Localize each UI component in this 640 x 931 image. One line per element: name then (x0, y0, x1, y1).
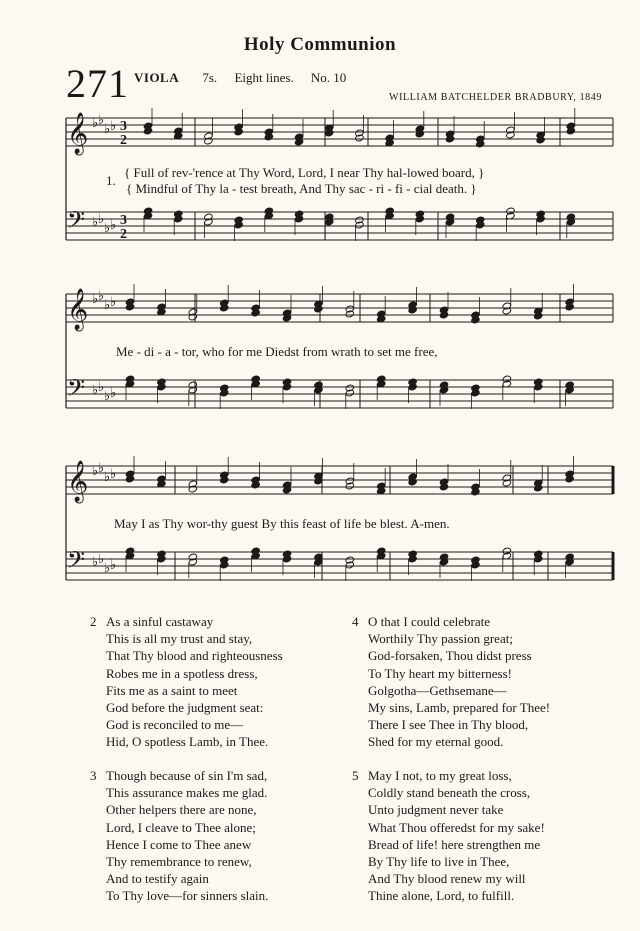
verse-line: To Thy heart my bitterness! (368, 665, 512, 681)
composer-credit: WILLIAM BATCHELDER BRADBURY, 1849 (389, 92, 602, 103)
verse-line: Hence I come to Thee anew (106, 836, 252, 852)
flat-icon: ♭ (92, 292, 99, 307)
verse-number-1: 1. (106, 173, 116, 188)
verse-line: Coldly stand beneath the cross, (368, 785, 531, 801)
flat-icon: ♭ (92, 464, 99, 479)
verse-line: Golgotha—Gethsemane— (368, 682, 507, 698)
verse-line: Shed for my eternal good. (368, 734, 504, 750)
flat-icon: ♭ (92, 116, 99, 131)
treble-clef-icon: 𝄞 (67, 113, 89, 154)
verse-3 (90, 767, 268, 905)
flat-icon: ♭ (92, 555, 99, 570)
flat-icon: ♭ (104, 298, 111, 313)
time-signature: 3 (120, 213, 127, 228)
verse-5 (352, 767, 545, 905)
flat-icon: ♭ (104, 470, 111, 485)
tune-reference: No. 10 (310, 70, 347, 85)
verse-line: As a sinful castaway (106, 614, 214, 629)
flat-icon: ♭ (110, 119, 117, 134)
verse-line: May I not, to my great loss, (368, 768, 512, 783)
flat-icon: ♭ (110, 295, 117, 310)
flat-icon: ♭ (98, 289, 105, 304)
verse-line: And Thy blood renew my will (368, 871, 526, 887)
time-signature: 2 (120, 227, 127, 242)
flat-icon: ♭ (98, 380, 105, 395)
flat-icon: ♭ (104, 389, 111, 404)
bass-clef-icon: 𝄢 (67, 374, 86, 407)
flat-icon: ♭ (92, 383, 99, 398)
verse-line: God before the judgment seat: (106, 700, 264, 716)
verse-line: Hid, O spotless Lamb, in Thee. (106, 734, 269, 750)
verse-line: Thy remembrance to renew, (106, 854, 252, 870)
verse-number: 3 (90, 768, 97, 783)
verse-number: 4 (352, 614, 359, 629)
verse-line: Lord, I cleave to Thee alone; (106, 819, 256, 835)
lyric-line: { Mindful of Thy la - test breath, And Thy sac - ri - fi - cial death. } (126, 181, 477, 196)
verse-line: By Thy life to live in Thee, (368, 854, 510, 870)
verse-line: What Thou offeredst for my sake! (368, 819, 545, 835)
verse-line: Robes me in a spotless dress, (106, 665, 258, 681)
verse-line: To Thy love—for sinners slain. (106, 888, 269, 904)
flat-icon: ♭ (98, 461, 105, 476)
flat-icon: ♭ (110, 467, 117, 482)
flat-icon: ♭ (104, 561, 111, 576)
flat-icon: ♭ (98, 113, 105, 128)
flat-icon: ♭ (98, 552, 105, 567)
verse-line: O that I could celebrate (368, 614, 490, 629)
verse-line: Bread of life! here strengthen me (368, 836, 541, 852)
verse-2 (90, 613, 283, 751)
section-title: Holy Communion (243, 34, 397, 55)
bass-clef-icon: 𝄢 (67, 206, 86, 239)
bass-clef-icon: 𝄢 (67, 546, 86, 579)
verse-number: 5 (352, 768, 359, 783)
hymn-number: 271 (66, 61, 129, 106)
flat-icon: ♭ (104, 221, 111, 236)
flat-icon: ♭ (104, 122, 111, 137)
treble-clef-icon: 𝄞 (67, 289, 89, 330)
time-signature: 2 (120, 133, 127, 148)
tune-name: VIOLA (134, 70, 180, 85)
flat-icon: ♭ (110, 218, 117, 233)
time-signature: 3 (120, 119, 127, 134)
verse-line: God is reconciled to me— (106, 717, 244, 733)
lyric-line: May I as Thy wor-thy guest By this feast of life be blest. A-men. (114, 516, 450, 531)
flat-icon: ♭ (110, 386, 117, 401)
verse-line: Unto judgment never take (368, 802, 504, 818)
verse-line: This is all my trust and stay, (106, 631, 253, 647)
verse-line: Thine alone, Lord, to fulfill. (368, 888, 515, 904)
flat-icon: ♭ (110, 558, 117, 573)
verse-line: There I see Thee in Thy blood, (368, 717, 529, 733)
flat-icon: ♭ (98, 212, 105, 227)
verse-line: And to testify again (106, 871, 209, 887)
lyric-line: Me - di - a - tor, who for me Diedst from wrath to set me free, (116, 344, 438, 359)
flat-icon: ♭ (92, 215, 99, 230)
lyric-line: { Full of rev-'rence at Thy Word, Lord, I near Thy hal-lowed board, } (124, 165, 485, 180)
verse-line: That Thy blood and righteousness (106, 648, 283, 664)
verse-line: Fits me as a saint to meet (106, 682, 238, 698)
verse-line: This assurance makes me glad. (106, 785, 268, 801)
verse-line: My sins, Lamb, prepared for Thee! (368, 700, 551, 716)
meter-note: Eight lines. (234, 70, 294, 85)
verse-line: Though because of sin I'm sad, (106, 768, 268, 783)
verse-number: 2 (90, 614, 97, 629)
meter: 7s. (202, 70, 218, 85)
verse-line: Other helpers there are none, (106, 802, 257, 818)
treble-clef-icon: 𝄞 (67, 461, 89, 502)
verse-line: God-forsaken, Thou didst press (368, 648, 532, 664)
verse-4 (352, 613, 550, 751)
verse-line: Worthily Thy passion great; (368, 631, 513, 647)
